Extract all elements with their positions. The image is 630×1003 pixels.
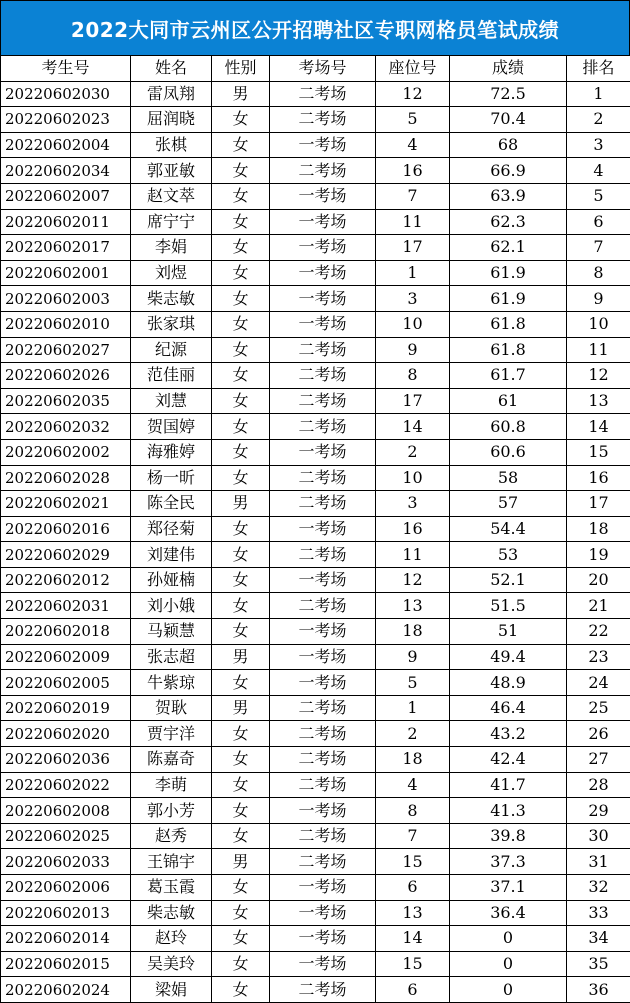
table-row	[1, 107, 630, 133]
header-id: 考生号	[1, 56, 131, 82]
cell-score: 0	[450, 951, 567, 977]
cell-exam-room: 二考场	[270, 363, 376, 389]
cell-name: 赵玲	[131, 926, 212, 952]
cell-rank: 32	[567, 875, 630, 901]
cell-exam-id: 20220602022	[1, 772, 131, 798]
cell-gender: 女	[212, 183, 270, 209]
cell-exam-room: 二考场	[270, 823, 376, 849]
cell-gender: 男	[212, 81, 270, 107]
cell-gender: 女	[212, 439, 270, 465]
cell-score: 60.8	[450, 414, 567, 440]
cell-name: 郭亚敏	[131, 158, 212, 184]
cell-seat: 16	[376, 516, 450, 542]
table-row	[1, 414, 630, 440]
table-body	[1, 81, 630, 1002]
cell-score: 58	[450, 465, 567, 491]
cell-rank: 29	[567, 798, 630, 824]
cell-exam-id: 20220602036	[1, 747, 131, 773]
table-row	[1, 593, 630, 619]
cell-exam-room: 一考场	[270, 798, 376, 824]
cell-exam-room: 二考场	[270, 772, 376, 798]
cell-rank: 12	[567, 363, 630, 389]
cell-seat: 5	[376, 107, 450, 133]
cell-exam-id: 20220602030	[1, 81, 131, 107]
cell-exam-id: 20220602006	[1, 875, 131, 901]
cell-seat: 12	[376, 81, 450, 107]
table-row	[1, 875, 630, 901]
cell-rank: 6	[567, 209, 630, 235]
table-row	[1, 823, 630, 849]
header-row	[1, 56, 630, 82]
table-row	[1, 977, 630, 1003]
cell-exam-id: 20220602001	[1, 260, 131, 286]
cell-name: 刘煜	[131, 260, 212, 286]
cell-exam-room: 二考场	[270, 388, 376, 414]
table-row	[1, 158, 630, 184]
cell-gender: 女	[212, 823, 270, 849]
cell-name: 雷凤翔	[131, 81, 212, 107]
cell-exam-room: 二考场	[270, 721, 376, 747]
cell-seat: 14	[376, 926, 450, 952]
cell-exam-id: 20220602003	[1, 286, 131, 312]
cell-exam-room: 二考场	[270, 337, 376, 363]
table-row	[1, 695, 630, 721]
cell-rank: 20	[567, 567, 630, 593]
table-row	[1, 772, 630, 798]
cell-exam-id: 20220602012	[1, 567, 131, 593]
cell-exam-room: 二考场	[270, 593, 376, 619]
cell-seat: 3	[376, 286, 450, 312]
cell-exam-id: 20220602005	[1, 670, 131, 696]
cell-name: 李娟	[131, 235, 212, 261]
cell-score: 54.4	[450, 516, 567, 542]
cell-seat: 11	[376, 542, 450, 568]
cell-gender: 男	[212, 491, 270, 517]
cell-exam-room: 二考场	[270, 81, 376, 107]
cell-exam-room: 一考场	[270, 900, 376, 926]
cell-name: 刘建伟	[131, 542, 212, 568]
cell-gender: 女	[212, 747, 270, 773]
cell-score: 61.7	[450, 363, 567, 389]
cell-exam-room: 二考场	[270, 491, 376, 517]
cell-rank: 28	[567, 772, 630, 798]
cell-seat: 16	[376, 158, 450, 184]
cell-name: 陈全民	[131, 491, 212, 517]
table-row	[1, 849, 630, 875]
table-row	[1, 900, 630, 926]
cell-rank: 17	[567, 491, 630, 517]
cell-gender: 女	[212, 235, 270, 261]
cell-exam-id: 20220602014	[1, 926, 131, 952]
cell-score: 0	[450, 926, 567, 952]
cell-exam-room: 二考场	[270, 414, 376, 440]
table-row	[1, 644, 630, 670]
cell-score: 39.8	[450, 823, 567, 849]
cell-rank: 31	[567, 849, 630, 875]
cell-score: 66.9	[450, 158, 567, 184]
cell-name: 刘慧	[131, 388, 212, 414]
cell-gender: 男	[212, 695, 270, 721]
cell-score: 70.4	[450, 107, 567, 133]
cell-exam-id: 20220602009	[1, 644, 131, 670]
cell-score: 72.5	[450, 81, 567, 107]
table-row	[1, 747, 630, 773]
cell-name: 梁娟	[131, 977, 212, 1003]
score-table	[0, 55, 630, 1003]
cell-name: 范佳丽	[131, 363, 212, 389]
cell-score: 43.2	[450, 721, 567, 747]
cell-seat: 11	[376, 209, 450, 235]
cell-seat: 15	[376, 849, 450, 875]
cell-seat: 15	[376, 951, 450, 977]
cell-gender: 女	[212, 209, 270, 235]
cell-score: 41.3	[450, 798, 567, 824]
cell-rank: 22	[567, 619, 630, 645]
cell-seat: 7	[376, 183, 450, 209]
cell-gender: 女	[212, 132, 270, 158]
cell-exam-id: 20220602020	[1, 721, 131, 747]
cell-exam-room: 二考场	[270, 465, 376, 491]
table-row	[1, 81, 630, 107]
cell-exam-room: 二考场	[270, 977, 376, 1003]
cell-exam-id: 20220602034	[1, 158, 131, 184]
cell-score: 46.4	[450, 695, 567, 721]
cell-gender: 女	[212, 875, 270, 901]
table-row	[1, 311, 630, 337]
cell-score: 41.7	[450, 772, 567, 798]
cell-gender: 女	[212, 619, 270, 645]
table-row	[1, 670, 630, 696]
cell-seat: 17	[376, 235, 450, 261]
cell-gender: 女	[212, 772, 270, 798]
cell-exam-room: 一考场	[270, 619, 376, 645]
cell-exam-room: 一考场	[270, 516, 376, 542]
cell-name: 刘小娥	[131, 593, 212, 619]
cell-exam-room: 一考场	[270, 951, 376, 977]
cell-name: 屈润晓	[131, 107, 212, 133]
cell-exam-id: 20220602010	[1, 311, 131, 337]
table-row	[1, 286, 630, 312]
cell-exam-id: 20220602035	[1, 388, 131, 414]
cell-exam-room: 一考场	[270, 439, 376, 465]
table-row	[1, 439, 630, 465]
cell-gender: 女	[212, 260, 270, 286]
cell-exam-room: 一考场	[270, 235, 376, 261]
cell-gender: 女	[212, 593, 270, 619]
cell-name: 贺国婷	[131, 414, 212, 440]
cell-rank: 10	[567, 311, 630, 337]
cell-rank: 19	[567, 542, 630, 568]
cell-score: 57	[450, 491, 567, 517]
header-name: 姓名	[131, 56, 212, 82]
cell-score: 51.5	[450, 593, 567, 619]
cell-exam-room: 二考场	[270, 695, 376, 721]
table-row	[1, 542, 630, 568]
cell-exam-id: 20220602026	[1, 363, 131, 389]
cell-name: 李萌	[131, 772, 212, 798]
cell-rank: 21	[567, 593, 630, 619]
table-row	[1, 132, 630, 158]
cell-gender: 女	[212, 542, 270, 568]
cell-name: 柴志敏	[131, 286, 212, 312]
cell-name: 马颖慧	[131, 619, 212, 645]
cell-score: 53	[450, 542, 567, 568]
cell-exam-id: 20220602011	[1, 209, 131, 235]
cell-seat: 13	[376, 593, 450, 619]
cell-exam-id: 20220602008	[1, 798, 131, 824]
cell-score: 37.1	[450, 875, 567, 901]
cell-seat: 8	[376, 363, 450, 389]
cell-exam-id: 20220602025	[1, 823, 131, 849]
table-row	[1, 619, 630, 645]
cell-exam-room: 二考场	[270, 542, 376, 568]
cell-rank: 14	[567, 414, 630, 440]
cell-name: 张家琪	[131, 311, 212, 337]
cell-name: 杨一昕	[131, 465, 212, 491]
cell-seat: 5	[376, 670, 450, 696]
cell-name: 张志超	[131, 644, 212, 670]
cell-rank: 33	[567, 900, 630, 926]
cell-gender: 女	[212, 721, 270, 747]
cell-exam-id: 20220602017	[1, 235, 131, 261]
cell-exam-room: 一考场	[270, 209, 376, 235]
cell-exam-id: 20220602031	[1, 593, 131, 619]
cell-rank: 18	[567, 516, 630, 542]
cell-name: 吴美玲	[131, 951, 212, 977]
cell-gender: 女	[212, 465, 270, 491]
cell-score: 52.1	[450, 567, 567, 593]
cell-name: 贺耿	[131, 695, 212, 721]
cell-exam-room: 一考场	[270, 875, 376, 901]
cell-exam-room: 一考场	[270, 132, 376, 158]
cell-seat: 1	[376, 260, 450, 286]
cell-name: 郭小芳	[131, 798, 212, 824]
cell-name: 柴志敏	[131, 900, 212, 926]
cell-gender: 女	[212, 798, 270, 824]
cell-score: 0	[450, 977, 567, 1003]
cell-rank: 5	[567, 183, 630, 209]
cell-exam-id: 20220602004	[1, 132, 131, 158]
cell-seat: 4	[376, 132, 450, 158]
table-row	[1, 388, 630, 414]
cell-exam-room: 一考场	[270, 260, 376, 286]
header-seat: 座位号	[376, 56, 450, 82]
cell-exam-id: 20220602018	[1, 619, 131, 645]
cell-seat: 12	[376, 567, 450, 593]
cell-name: 孙娅楠	[131, 567, 212, 593]
cell-score: 37.3	[450, 849, 567, 875]
cell-name: 王锦宇	[131, 849, 212, 875]
cell-exam-id: 20220602013	[1, 900, 131, 926]
sheet-title: 2022大同市云州区公开招聘社区专职网格员笔试成绩	[0, 0, 630, 55]
cell-gender: 女	[212, 337, 270, 363]
cell-seat: 17	[376, 388, 450, 414]
cell-exam-id: 20220602028	[1, 465, 131, 491]
cell-score: 61.8	[450, 311, 567, 337]
table-row	[1, 235, 630, 261]
cell-exam-room: 二考场	[270, 107, 376, 133]
cell-exam-id: 20220602002	[1, 439, 131, 465]
cell-score: 62.1	[450, 235, 567, 261]
cell-seat: 6	[376, 875, 450, 901]
cell-name: 郑径菊	[131, 516, 212, 542]
cell-exam-id: 20220602024	[1, 977, 131, 1003]
cell-gender: 男	[212, 644, 270, 670]
header-score: 成绩	[450, 56, 567, 82]
cell-gender: 女	[212, 670, 270, 696]
cell-exam-id: 20220602007	[1, 183, 131, 209]
cell-score: 61.8	[450, 337, 567, 363]
cell-gender: 女	[212, 951, 270, 977]
cell-name: 牛紫琼	[131, 670, 212, 696]
cell-exam-id: 20220602015	[1, 951, 131, 977]
cell-seat: 8	[376, 798, 450, 824]
cell-rank: 24	[567, 670, 630, 696]
cell-gender: 女	[212, 926, 270, 952]
cell-score: 61	[450, 388, 567, 414]
cell-seat: 14	[376, 414, 450, 440]
cell-rank: 4	[567, 158, 630, 184]
cell-exam-room: 一考场	[270, 670, 376, 696]
cell-rank: 2	[567, 107, 630, 133]
header-rank: 排名	[567, 56, 630, 82]
header-room: 考场号	[270, 56, 376, 82]
cell-rank: 11	[567, 337, 630, 363]
cell-rank: 9	[567, 286, 630, 312]
cell-exam-room: 二考场	[270, 849, 376, 875]
cell-exam-id: 20220602021	[1, 491, 131, 517]
cell-rank: 36	[567, 977, 630, 1003]
table-row	[1, 516, 630, 542]
cell-exam-id: 20220602029	[1, 542, 131, 568]
cell-score: 60.6	[450, 439, 567, 465]
cell-rank: 3	[567, 132, 630, 158]
cell-rank: 23	[567, 644, 630, 670]
cell-rank: 16	[567, 465, 630, 491]
cell-name: 葛玉霞	[131, 875, 212, 901]
cell-exam-id: 20220602033	[1, 849, 131, 875]
cell-seat: 18	[376, 619, 450, 645]
cell-name: 张棋	[131, 132, 212, 158]
table-row	[1, 465, 630, 491]
cell-score: 62.3	[450, 209, 567, 235]
cell-name: 赵秀	[131, 823, 212, 849]
cell-exam-room: 一考场	[270, 311, 376, 337]
cell-score: 49.4	[450, 644, 567, 670]
cell-exam-room: 一考场	[270, 926, 376, 952]
cell-gender: 女	[212, 363, 270, 389]
cell-seat: 10	[376, 465, 450, 491]
cell-seat: 13	[376, 900, 450, 926]
cell-gender: 女	[212, 516, 270, 542]
cell-exam-room: 一考场	[270, 183, 376, 209]
cell-rank: 26	[567, 721, 630, 747]
cell-rank: 34	[567, 926, 630, 952]
table-row	[1, 363, 630, 389]
cell-gender: 女	[212, 388, 270, 414]
cell-seat: 1	[376, 695, 450, 721]
cell-seat: 6	[376, 977, 450, 1003]
cell-exam-room: 一考场	[270, 644, 376, 670]
cell-seat: 9	[376, 644, 450, 670]
table-row	[1, 183, 630, 209]
cell-seat: 9	[376, 337, 450, 363]
cell-score: 63.9	[450, 183, 567, 209]
cell-rank: 8	[567, 260, 630, 286]
cell-gender: 女	[212, 107, 270, 133]
cell-name: 席宁宁	[131, 209, 212, 235]
header-gender: 性别	[212, 56, 270, 82]
cell-score: 48.9	[450, 670, 567, 696]
table-row	[1, 926, 630, 952]
cell-gender: 女	[212, 900, 270, 926]
cell-gender: 女	[212, 414, 270, 440]
cell-seat: 2	[376, 439, 450, 465]
table-row	[1, 260, 630, 286]
cell-name: 赵文萃	[131, 183, 212, 209]
cell-exam-id: 20220602027	[1, 337, 131, 363]
cell-gender: 男	[212, 849, 270, 875]
table-row	[1, 951, 630, 977]
table-row	[1, 567, 630, 593]
cell-exam-room: 二考场	[270, 747, 376, 773]
cell-gender: 女	[212, 977, 270, 1003]
cell-name: 纪源	[131, 337, 212, 363]
cell-rank: 27	[567, 747, 630, 773]
table-row	[1, 491, 630, 517]
cell-gender: 女	[212, 286, 270, 312]
cell-score: 51	[450, 619, 567, 645]
table-row	[1, 721, 630, 747]
cell-gender: 女	[212, 311, 270, 337]
cell-rank: 35	[567, 951, 630, 977]
cell-name: 陈嘉奇	[131, 747, 212, 773]
cell-score: 68	[450, 132, 567, 158]
cell-score: 36.4	[450, 900, 567, 926]
cell-exam-room: 一考场	[270, 567, 376, 593]
cell-rank: 1	[567, 81, 630, 107]
cell-rank: 7	[567, 235, 630, 261]
cell-exam-room: 一考场	[270, 286, 376, 312]
cell-exam-id: 20220602023	[1, 107, 131, 133]
cell-score: 61.9	[450, 260, 567, 286]
cell-score: 42.4	[450, 747, 567, 773]
cell-score: 61.9	[450, 286, 567, 312]
cell-rank: 13	[567, 388, 630, 414]
cell-gender: 女	[212, 158, 270, 184]
cell-seat: 4	[376, 772, 450, 798]
cell-exam-id: 20220602016	[1, 516, 131, 542]
cell-rank: 25	[567, 695, 630, 721]
table-row	[1, 798, 630, 824]
table-row	[1, 337, 630, 363]
cell-seat: 3	[376, 491, 450, 517]
cell-name: 贾宇洋	[131, 721, 212, 747]
cell-seat: 18	[376, 747, 450, 773]
cell-exam-id: 20220602019	[1, 695, 131, 721]
cell-exam-room: 二考场	[270, 158, 376, 184]
cell-rank: 30	[567, 823, 630, 849]
cell-name: 海雅婷	[131, 439, 212, 465]
cell-seat: 2	[376, 721, 450, 747]
cell-gender: 女	[212, 567, 270, 593]
cell-seat: 10	[376, 311, 450, 337]
cell-exam-id: 20220602032	[1, 414, 131, 440]
table-row	[1, 209, 630, 235]
cell-seat: 7	[376, 823, 450, 849]
cell-rank: 15	[567, 439, 630, 465]
